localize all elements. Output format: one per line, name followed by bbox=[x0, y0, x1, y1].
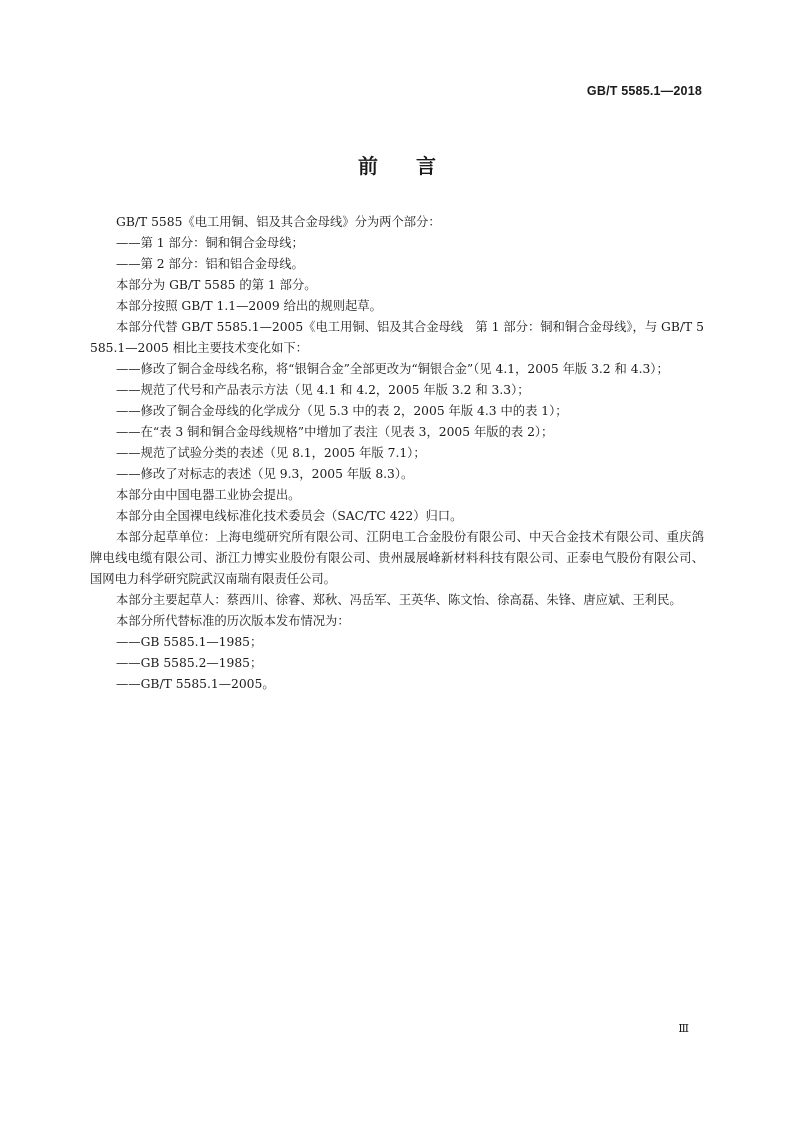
change-item-test-classification: ——规范了试验分类的表述（见 8.1，2005 年版 7.1）； bbox=[116, 446, 426, 460]
change-item-alloy-name: ——修改了铜合金母线名称，将“银铜合金”全部更改为“铜银合金”（见 4.1，2005 年版 3.2 和 4.3）； bbox=[116, 362, 669, 376]
paragraph-under-jurisdiction: 本部分由全国裸电线标准化技术委员会（SAC/TC 422）归口。 bbox=[116, 509, 463, 523]
change-item-marking: ——修改了对标志的表述（见 9.3，2005 年版 8.3）。 bbox=[116, 467, 414, 481]
page-number: Ⅲ bbox=[678, 1022, 688, 1035]
change-item-table-note: ——在“表 3 铜和铜合金母线规格”中增加了表注（见表 3，2005 年版的表 2）； bbox=[116, 425, 554, 439]
paragraph-drafting-units: 本部分起草单位：上海电缆研究所有限公司、江阴电工合金股份有限公司、中天合金技术有限公司、重庆鸽牌电线电缆有限公司、浙江力博实业股份有限公司、贵州晟展峰新材料科技有限公司、正泰电气股份有限公司、国网电力科学研究院武汉南瑞有限责任公司。 bbox=[90, 530, 704, 586]
list-item-part-1: ——第 1 部分：铜和铜合金母线； bbox=[116, 236, 304, 250]
change-item-codes: ——规范了代号和产品表示方法（见 4.1 和 4.2，2005 年版 3.2 和 3.3）； bbox=[116, 383, 530, 397]
list-item-part-2: ——第 2 部分：铝和铝合金母线。 bbox=[116, 257, 304, 271]
history-item-1: ——GB 5585.1—1985； bbox=[116, 635, 263, 649]
paragraph-parts-intro: GB/T 5585《电工用铜、铝及其合金母线》分为两个部分： bbox=[116, 215, 441, 229]
foreword-body bbox=[90, 212, 704, 695]
paragraph-proposed-by: 本部分由中国电器工业协会提出。 bbox=[116, 488, 301, 502]
page-title: 前言 bbox=[358, 154, 474, 178]
paragraph-drafters: 本部分主要起草人：蔡西川、徐睿、郑秋、冯岳军、王英华、陈文怡、徐高磊、朱锋、唐应斌、王利民。 bbox=[116, 593, 682, 607]
paragraph-drafting-rules: 本部分按照 GB/T 1.1—2009 给出的规则起草。 bbox=[116, 299, 382, 313]
paragraph-replaces: 本部分代替 GB/T 5585.1—2005《电工用铜、铝及其合金母线 第 1 部分：铜和铜合金母线》，与 GB/T 5585.1—2005 相比主要技术变化如下： bbox=[90, 320, 704, 355]
paragraph-this-part: 本部分为 GB/T 5585 的第 1 部分。 bbox=[116, 278, 317, 292]
paragraph-history-intro: 本部分所代替标准的历次版本发布情况为： bbox=[116, 614, 350, 628]
change-item-chemistry: ——修改了铜合金母线的化学成分（见 5.3 中的表 2，2005 年版 4.3 中的表 1）； bbox=[116, 404, 568, 418]
standard-code: GB/T 5585.1—2018 bbox=[586, 84, 702, 98]
history-item-2: ——GB 5585.2—1985； bbox=[116, 656, 263, 670]
history-item-3: ——GB/T 5585.1—2005。 bbox=[116, 677, 275, 691]
